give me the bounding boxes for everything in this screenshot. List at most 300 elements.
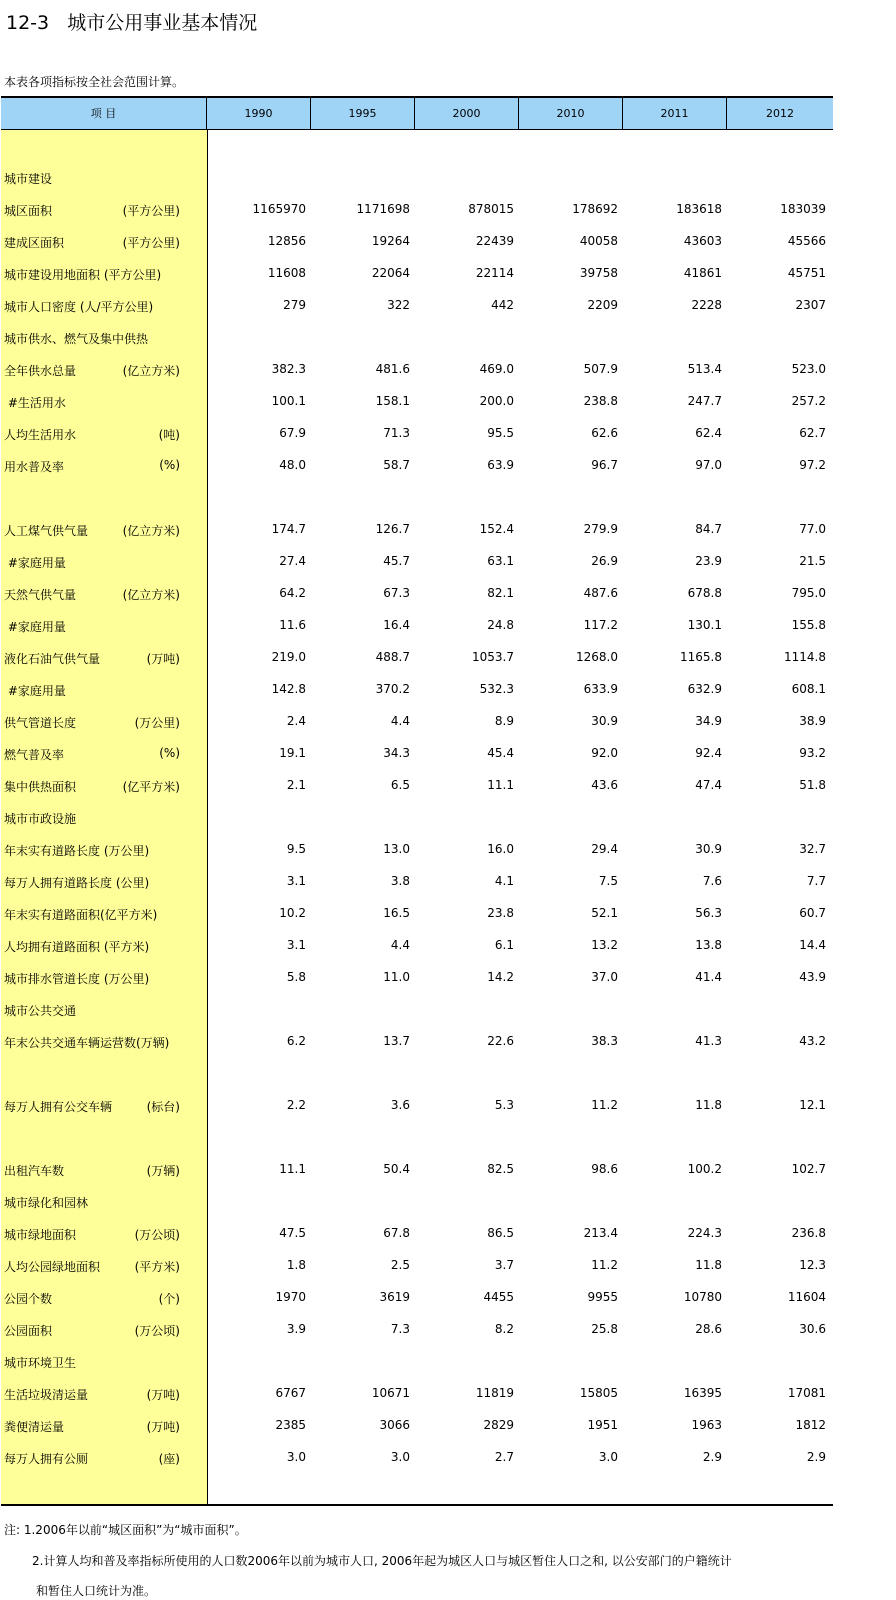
cell-value: 39758: [579, 266, 618, 280]
cell-value: 95.5: [487, 426, 514, 440]
row-label: 年末公共交通车辆运营数(万辆): [4, 1036, 170, 1050]
cell-value: 633.9: [583, 682, 618, 696]
cell-value: 84.7: [695, 522, 722, 536]
cell-value: 71.3: [383, 426, 410, 440]
row-label: 城市建设用地面积 (平方公里): [4, 268, 162, 282]
cell-value: 13.8: [695, 938, 722, 952]
cell-value: 1970: [275, 1290, 306, 1304]
cell-value: 30.9: [591, 714, 618, 728]
cell-value: 5.3: [494, 1098, 514, 1112]
cell-value: 4.4: [390, 938, 410, 952]
cell-value: 3.7: [494, 1258, 514, 1272]
header-year-1995: 1995: [311, 98, 415, 129]
row-unit: (万吨): [146, 652, 180, 666]
cell-value: 100.2: [687, 1162, 722, 1176]
cell-value: 43.9: [799, 970, 826, 984]
row-label: 天然气供气量: [4, 588, 77, 602]
cell-value: 11.1: [487, 778, 514, 792]
table-row: [0, 1130, 896, 1154]
table-row: [0, 426, 896, 450]
row-unit: (万吨): [146, 1388, 180, 1402]
cell-value: 43.2: [799, 1034, 826, 1048]
cell-value: 12.1: [799, 1098, 826, 1112]
cell-value: 67.3: [383, 586, 410, 600]
cell-value: 279.9: [583, 522, 618, 536]
cell-value: 158.1: [375, 394, 410, 408]
row-label: 城市人口密度 (人/平方公里): [4, 300, 154, 314]
table-row: [0, 1066, 896, 1090]
row-unit: (%): [159, 746, 180, 760]
cell-value: 183618: [676, 202, 722, 216]
table-row: [0, 1194, 896, 1218]
cell-value: 8.9: [494, 714, 514, 728]
cell-value: 64.2: [279, 586, 306, 600]
cell-value: 22.6: [487, 1034, 514, 1048]
table-row: [0, 842, 896, 866]
row-unit: (座): [158, 1452, 180, 1466]
cell-value: 6.1: [494, 938, 514, 952]
row-label: 全年供水总量: [4, 364, 77, 378]
cell-value: 12856: [267, 234, 306, 248]
row-label: 人均公园绿地面积: [4, 1260, 101, 1274]
cell-value: 11.8: [695, 1258, 722, 1272]
cell-value: 37.0: [591, 970, 618, 984]
cell-value: 481.6: [375, 362, 410, 376]
cell-value: 14.4: [799, 938, 826, 952]
table-row: [0, 1034, 896, 1058]
table-row: [0, 202, 896, 226]
cell-value: 77.0: [799, 522, 826, 536]
cell-value: 152.4: [479, 522, 514, 536]
cell-value: 2228: [691, 298, 722, 312]
cell-value: 43603: [683, 234, 722, 248]
row-unit: (个): [158, 1292, 180, 1306]
cell-value: 10671: [371, 1386, 410, 1400]
cell-value: 608.1: [791, 682, 826, 696]
row-label: #生活用水: [4, 396, 66, 410]
cell-value: 236.8: [791, 1226, 826, 1240]
table-row: [0, 394, 896, 418]
table-row: [0, 1418, 896, 1442]
table-row: [0, 266, 896, 290]
table-row: [0, 810, 896, 834]
row-label: #家庭用量: [4, 556, 66, 570]
cell-value: 3.1: [286, 938, 306, 952]
table-row: [0, 1258, 896, 1282]
row-label: 城市排水管道长度 (万公里): [4, 972, 150, 986]
row-label: 城市绿地面积: [4, 1228, 77, 1242]
row-label: 城市市政设施: [4, 812, 77, 826]
cell-value: 22114: [475, 266, 514, 280]
cell-value: 41861: [683, 266, 722, 280]
cell-value: 62.7: [799, 426, 826, 440]
cell-value: 238.8: [583, 394, 618, 408]
cell-value: 19.1: [279, 746, 306, 760]
cell-value: 30.6: [799, 1322, 826, 1336]
cell-value: 142.8: [271, 682, 306, 696]
cell-value: 174.7: [271, 522, 306, 536]
cell-value: 21.5: [799, 554, 826, 568]
row-label: 城市建设: [4, 172, 53, 186]
cell-value: 178692: [572, 202, 618, 216]
row-label: 每万人拥有公厕: [4, 1452, 89, 1466]
row-label: 公园面积: [4, 1324, 53, 1338]
cell-value: 3.0: [390, 1450, 410, 1464]
row-label: 每万人拥有道路长度 (公里): [4, 876, 150, 890]
cell-value: 22439: [475, 234, 514, 248]
table-row: [0, 1354, 896, 1378]
cell-value: 22064: [371, 266, 410, 280]
row-label: 集中供热面积: [4, 780, 77, 794]
row-label: #家庭用量: [4, 620, 66, 634]
cell-value: 155.8: [791, 618, 826, 632]
cell-value: 532.3: [479, 682, 514, 696]
cell-value: 3619: [379, 1290, 410, 1304]
cell-value: 370.2: [375, 682, 410, 696]
cell-value: 97.2: [799, 458, 826, 472]
cell-value: 6767: [275, 1386, 306, 1400]
cell-value: 16.0: [487, 842, 514, 856]
row-unit: (平方公里): [122, 204, 180, 218]
cell-value: 523.0: [791, 362, 826, 376]
cell-value: 93.2: [799, 746, 826, 760]
cell-value: 47.4: [695, 778, 722, 792]
cell-value: 24.8: [487, 618, 514, 632]
table-row: [0, 650, 896, 674]
cell-value: 34.9: [695, 714, 722, 728]
cell-value: 12.3: [799, 1258, 826, 1272]
cell-value: 23.8: [487, 906, 514, 920]
cell-value: 1165970: [252, 202, 306, 216]
table-row: [0, 970, 896, 994]
cell-value: 51.8: [799, 778, 826, 792]
cell-value: 13.2: [591, 938, 618, 952]
cell-value: 2.2: [286, 1098, 306, 1112]
header-year-2011: 2011: [623, 98, 727, 129]
table-row: [0, 490, 896, 514]
table-row: [0, 1098, 896, 1122]
table-row: [0, 1002, 896, 1026]
table-row: [0, 1290, 896, 1314]
cell-value: 1171698: [356, 202, 410, 216]
cell-value: 16.4: [383, 618, 410, 632]
cell-value: 1.8: [286, 1258, 306, 1272]
cell-value: 2307: [795, 298, 826, 312]
cell-value: 13.0: [383, 842, 410, 856]
header-year-1990: 1990: [207, 98, 311, 129]
table-note: 本表各项指标按全社会范围计算。: [4, 75, 185, 89]
footnote-1: 注: 1.2006年以前“城区面积”为“城市面积”。: [4, 1523, 247, 1537]
table-row: [0, 682, 896, 706]
cell-value: 58.7: [383, 458, 410, 472]
cell-value: 34.3: [383, 746, 410, 760]
cell-value: 2829: [483, 1418, 514, 1432]
cell-value: 62.4: [695, 426, 722, 440]
cell-value: 795.0: [791, 586, 826, 600]
cell-value: 47.5: [279, 1226, 306, 1240]
row-unit: (%): [159, 458, 180, 472]
cell-value: 2.9: [702, 1450, 722, 1464]
row-unit: (亿立方米): [122, 524, 180, 538]
table-row: [0, 938, 896, 962]
cell-value: 15805: [579, 1386, 618, 1400]
cell-value: 247.7: [687, 394, 722, 408]
cell-value: 3.1: [286, 874, 306, 888]
cell-value: 4.4: [390, 714, 410, 728]
row-label: 人均生活用水: [4, 428, 77, 442]
row-unit: (标台): [146, 1100, 180, 1114]
table-row: [0, 234, 896, 258]
table-row: [0, 1226, 896, 1250]
row-label: 出租汽车数: [4, 1164, 65, 1178]
row-label: 公园个数: [4, 1292, 53, 1306]
cell-value: 4455: [483, 1290, 514, 1304]
cell-value: 38.3: [591, 1034, 618, 1048]
row-label: 年末实有道路长度 (万公里): [4, 844, 150, 858]
cell-value: 9955: [587, 1290, 618, 1304]
cell-value: 29.4: [591, 842, 618, 856]
row-label: #家庭用量: [4, 684, 66, 698]
table-row: [0, 1162, 896, 1186]
row-unit: (平方公里): [122, 236, 180, 250]
table-row: [0, 714, 896, 738]
table-row: [0, 298, 896, 322]
row-label: 燃气普及率: [4, 748, 65, 762]
cell-value: 62.6: [591, 426, 618, 440]
cell-value: 28.6: [695, 1322, 722, 1336]
row-label: 每万人拥有公交车辆: [4, 1100, 113, 1114]
table-row: [0, 1322, 896, 1346]
cell-value: 10780: [683, 1290, 722, 1304]
cell-value: 6.5: [390, 778, 410, 792]
cell-value: 52.1: [591, 906, 618, 920]
cell-value: 213.4: [583, 1226, 618, 1240]
cell-value: 183039: [780, 202, 826, 216]
cell-value: 40058: [579, 234, 618, 248]
row-unit: (万辆): [146, 1164, 180, 1178]
footnote-3: 和暂住人口统计为准。: [36, 1584, 157, 1598]
cell-value: 117.2: [583, 618, 618, 632]
cell-value: 279: [283, 298, 306, 312]
table-row: [0, 554, 896, 578]
cell-value: 26.9: [591, 554, 618, 568]
cell-value: 3.8: [390, 874, 410, 888]
cell-value: 2.5: [390, 1258, 410, 1272]
cell-value: 11608: [267, 266, 306, 280]
cell-value: 1053.7: [472, 650, 514, 664]
cell-value: 96.7: [591, 458, 618, 472]
footnote-2: 2.计算人均和普及率指标所使用的人口数2006年以前为城市人口, 2006年起为城区人口与城区暂住人口之和, 以公安部门的户籍统计: [32, 1554, 732, 1568]
cell-value: 92.4: [695, 746, 722, 760]
cell-value: 130.1: [687, 618, 722, 632]
cell-value: 3.0: [598, 1450, 618, 1464]
cell-value: 100.1: [271, 394, 306, 408]
cell-value: 41.4: [695, 970, 722, 984]
cell-value: 50.4: [383, 1162, 410, 1176]
row-label: 城市公共交通: [4, 1004, 77, 1018]
table-bottom-rule: [1, 1504, 833, 1506]
row-unit: (亿平方米): [122, 780, 180, 794]
cell-value: 513.4: [687, 362, 722, 376]
row-label: 年末实有道路面积(亿平方米): [4, 908, 158, 922]
table-row: [0, 746, 896, 770]
cell-value: 488.7: [375, 650, 410, 664]
row-label: 供气管道长度: [4, 716, 77, 730]
cell-value: 1812: [795, 1418, 826, 1432]
cell-value: 8.2: [494, 1322, 514, 1336]
cell-value: 126.7: [375, 522, 410, 536]
table-row: [0, 586, 896, 610]
cell-value: 16.5: [383, 906, 410, 920]
table-row: [0, 330, 896, 354]
cell-value: 3.9: [286, 1322, 306, 1336]
cell-value: 219.0: [271, 650, 306, 664]
cell-value: 63.9: [487, 458, 514, 472]
table-row: [0, 1450, 896, 1474]
header-item: 项 目: [1, 98, 207, 129]
cell-value: 23.9: [695, 554, 722, 568]
cell-value: 45.4: [487, 746, 514, 760]
cell-value: 86.5: [487, 1226, 514, 1240]
row-unit: (万公顷): [134, 1324, 180, 1338]
cell-value: 632.9: [687, 682, 722, 696]
row-label: 用水普及率: [4, 460, 65, 474]
cell-value: 878015: [468, 202, 514, 216]
cell-value: 3.6: [390, 1098, 410, 1112]
cell-value: 98.6: [591, 1162, 618, 1176]
row-label: 城市供水、燃气及集中供热: [4, 332, 149, 346]
row-unit: (万公顷): [134, 1228, 180, 1242]
table-row: [0, 778, 896, 802]
cell-value: 11604: [787, 1290, 826, 1304]
cell-value: 2209: [587, 298, 618, 312]
header-year-2000: 2000: [415, 98, 519, 129]
cell-value: 678.8: [687, 586, 722, 600]
cell-value: 11.1: [279, 1162, 306, 1176]
row-unit: (万公里): [134, 716, 180, 730]
cell-value: 11819: [475, 1386, 514, 1400]
row-label: 粪便清运量: [4, 1420, 65, 1434]
table-row: [0, 1386, 896, 1410]
row-unit: (万吨): [146, 1420, 180, 1434]
cell-value: 1951: [587, 1418, 618, 1432]
cell-value: 2.7: [494, 1450, 514, 1464]
row-label: 人工煤气供气量: [4, 524, 89, 538]
table-row: [0, 522, 896, 546]
table-row: [0, 458, 896, 482]
cell-value: 2385: [275, 1418, 306, 1432]
cell-value: 43.6: [591, 778, 618, 792]
cell-value: 487.6: [583, 586, 618, 600]
cell-value: 1268.0: [576, 650, 618, 664]
cell-value: 200.0: [479, 394, 514, 408]
table-row: [0, 362, 896, 386]
cell-value: 13.7: [383, 1034, 410, 1048]
cell-value: 382.3: [271, 362, 306, 376]
cell-value: 10.2: [279, 906, 306, 920]
cell-value: 63.1: [487, 554, 514, 568]
row-unit: (亿立方米): [122, 364, 180, 378]
cell-value: 30.9: [695, 842, 722, 856]
cell-value: 469.0: [479, 362, 514, 376]
row-unit: (亿立方米): [122, 588, 180, 602]
cell-value: 7.3: [390, 1322, 410, 1336]
page-title: 12-3 城市公用事业基本情况: [6, 12, 258, 34]
cell-value: 2.9: [806, 1450, 826, 1464]
row-label: 城市绿化和园林: [4, 1196, 89, 1210]
cell-value: 1114.8: [784, 650, 826, 664]
cell-value: 38.9: [799, 714, 826, 728]
row-unit: (平方米): [134, 1260, 180, 1274]
cell-value: 82.5: [487, 1162, 514, 1176]
table-row: [0, 906, 896, 930]
cell-value: 45751: [787, 266, 826, 280]
cell-value: 9.5: [286, 842, 306, 856]
cell-value: 14.2: [487, 970, 514, 984]
cell-value: 67.9: [279, 426, 306, 440]
cell-value: 56.3: [695, 906, 722, 920]
cell-value: 60.7: [799, 906, 826, 920]
cell-value: 19264: [371, 234, 410, 248]
row-label: 城区面积: [4, 204, 53, 218]
cell-value: 7.5: [598, 874, 618, 888]
cell-value: 97.0: [695, 458, 722, 472]
cell-value: 16395: [683, 1386, 722, 1400]
cell-value: 11.6: [279, 618, 306, 632]
cell-value: 92.0: [591, 746, 618, 760]
row-unit: (吨): [158, 428, 180, 442]
cell-value: 67.8: [383, 1226, 410, 1240]
cell-value: 5.8: [286, 970, 306, 984]
cell-value: 1963: [691, 1418, 722, 1432]
cell-value: 45566: [787, 234, 826, 248]
cell-value: 6.2: [286, 1034, 306, 1048]
row-label: 城市环境卫生: [4, 1356, 77, 1370]
cell-value: 11.8: [695, 1098, 722, 1112]
cell-value: 27.4: [279, 554, 306, 568]
cell-value: 2.4: [286, 714, 306, 728]
cell-value: 48.0: [279, 458, 306, 472]
table-row: [0, 618, 896, 642]
cell-value: 11.2: [591, 1258, 618, 1272]
cell-value: 257.2: [791, 394, 826, 408]
cell-value: 41.3: [695, 1034, 722, 1048]
table-row: [0, 170, 896, 194]
cell-value: 102.7: [791, 1162, 826, 1176]
row-label: 生活垃圾清运量: [4, 1388, 89, 1402]
cell-value: 7.7: [806, 874, 826, 888]
cell-value: 17081: [787, 1386, 826, 1400]
cell-value: 25.8: [591, 1322, 618, 1336]
cell-value: 224.3: [687, 1226, 722, 1240]
cell-value: 442: [491, 298, 514, 312]
cell-value: 11.2: [591, 1098, 618, 1112]
row-label: 人均拥有道路面积 (平方米): [4, 940, 150, 954]
header-year-2012: 2012: [766, 107, 794, 120]
row-label: 建成区面积: [4, 236, 65, 250]
cell-value: 1165.8: [680, 650, 722, 664]
cell-value: 45.7: [383, 554, 410, 568]
row-label: 液化石油气供气量: [4, 652, 101, 666]
header-year-2010: 2010: [519, 98, 623, 129]
cell-value: 4.1: [494, 874, 514, 888]
cell-value: 32.7: [799, 842, 826, 856]
cell-value: 507.9: [583, 362, 618, 376]
table-row: [0, 874, 896, 898]
cell-value: 11.0: [383, 970, 410, 984]
cell-value: 3.0: [286, 1450, 306, 1464]
cell-value: 82.1: [487, 586, 514, 600]
